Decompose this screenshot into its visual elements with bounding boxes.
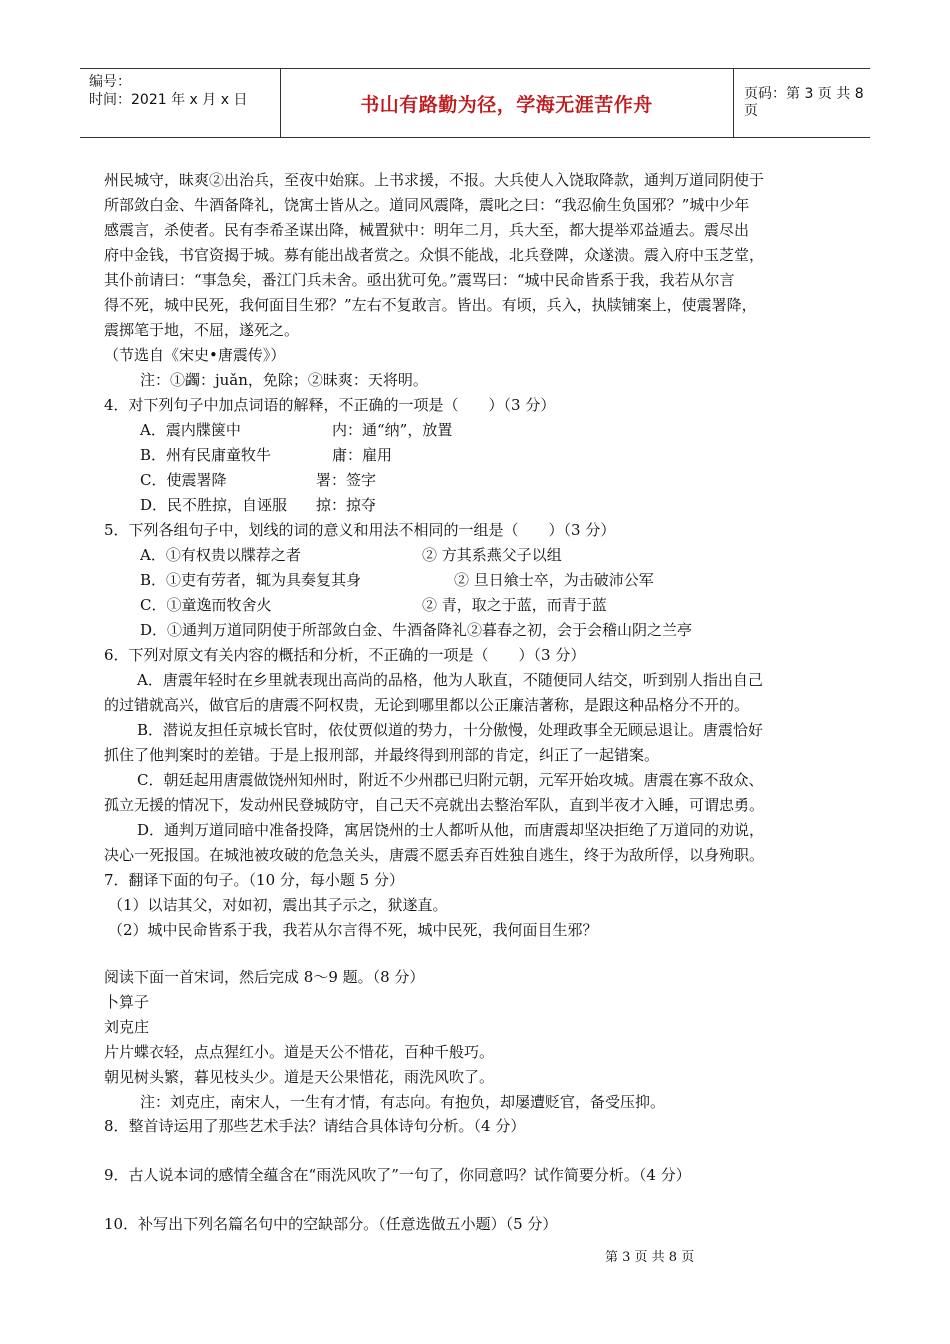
document-number-label: 编号： (89, 74, 131, 90)
passage-line: 府中金钱，书官资揭于城。募有能出战者赏之。众惧不能战，北兵登陴，众遂溃。震入府中玉芝堂， (104, 246, 765, 264)
q4-option-b: B．州有民庸童牧牛 庸：雇用 (140, 446, 393, 464)
q5-option-b: B．①吏有劳者，辄为具奏复其身 ② 旦日飨士卒，为击破沛公军 (140, 571, 654, 589)
question-7-stem: 7．翻译下面的句子。（10 分，每小题 5 分） (104, 871, 404, 889)
motto: 书山有路勤为径，学海无涯苦作舟 (360, 93, 653, 116)
question-4-stem: 4．对下列句子中加点词语的解释，不正确的一项是（ ）（3 分） (104, 396, 556, 414)
question-6-stem: 6．下列对原文有关内容的概括和分析，不正确的一项是（ ）（3 分） (104, 646, 586, 664)
header-meta (80, 69, 281, 137)
passage-line: 州民城守，昧爽②出治兵，至夜中始寐。上书求援，不报。大兵使人入饶取降款，通判万道同阴使于 (104, 171, 765, 189)
page-info: 页码：第 3 页 共 8 页 (744, 86, 864, 119)
q6-line: 孤立无援的情况下，发动州民登城防守，自己天不亮就出去整治军队，直到半夜才入睡，可谓忠勇。 (104, 796, 765, 814)
q6-line: 抓住了他判案时的差错。于是上报刑部，并最终得到刑部的肯定，纠正了一起错案。 (104, 746, 660, 764)
q5-option-a: A．①有权贵以牒荐之者 ② 方其系燕父子以组 (140, 546, 562, 564)
poem-author: 刘克庄 (104, 1018, 150, 1036)
q7-item: （2）城中民命皆系于我，我若从尔言得不死，城中民死，我何面目生邪？ (108, 921, 598, 939)
question-8: 8．整首诗运用了那些艺术手法？请结合具体诗句分析。（4 分） (104, 1117, 526, 1135)
passage-source: （节选自《宋史•唐震传》） (104, 346, 286, 364)
q6-line: A．唐震年轻时在乡里就表现出高尚的品格，他为人耿直，不随便同人结交，听到别人指出自己 (137, 671, 763, 689)
page-footer: 第 3 页 共 8 页 (605, 1250, 695, 1265)
document-date: 时间：2021 年 x 月 x 日 (89, 92, 248, 108)
q6-line: D．通判万道同暗中准备投降，寓居饶州的士人都听从他，而唐震却坚决拒绝了万道同的劝说， (137, 821, 765, 839)
poem-line: 朝见树头繁，暮见枝头少。道是天公果惜花，雨洗风吹了。 (104, 1068, 495, 1086)
q6-line: C．朝廷起用唐震做饶州知州时，附近不少州郡已归附元朝，元军开始攻城。唐震在寡不敌众、 (137, 771, 764, 789)
q4-option-a: A．震内牒箧中 内：通“纳”，放置 (140, 421, 453, 439)
q4-option-d: D．民不胜掠，自诬服 掠：掠夺 (140, 496, 377, 514)
q7-item: （1）以诘其父，对如初，震出其子示之，狱遂直。 (108, 896, 448, 914)
question-9: 9．古人说本词的感情全蕴含在“雨洗风吹了”一句了，你同意吗？试作简要分析。（4 分） (104, 1166, 691, 1184)
poem-note: 注：刘克庄，南宋人，一生有才情，有志向。有抱负，却屡遭贬官，备受压抑。 (140, 1093, 666, 1111)
passage-line: 震掷笔于地，不屈，遂死之。 (104, 321, 300, 339)
q6-line: 决心一死报国。在城池被攻破的危急关头，唐震不愿丢弃百姓独自逃生，终于为敌所俘，以身殉职。 (104, 846, 765, 864)
question-5-stem: 5．下列各组句子中，划线的词的意义和用法不相同的一组是（ ）（3 分） (104, 521, 616, 539)
passage-note: 注：①蠲：juǎn，免除；②昧爽：天将明。 (140, 371, 428, 389)
q5-option-d: D．①通判万道同阴使于所部敛白金、牛酒备降礼②暮春之初，会于会稽山阴之兰亭 (140, 621, 693, 639)
question-10: 10．补写出下列名篇名句中的空缺部分。（任意选做五小题）（5 分） (104, 1215, 558, 1233)
poem-line: 片片蝶衣轻，点点猩红小。道是天公不惜花，百种千般巧。 (104, 1043, 495, 1061)
q4-option-c: C．使震署降 署：签字 (140, 471, 377, 489)
page-header (80, 68, 870, 138)
passage-line: 其仆前请曰：“事急矣，番江门兵未舍。亟出犹可免。”震骂曰：“城中民命皆系于我，我若从尔言 (104, 271, 735, 289)
header-motto-cell (280, 69, 734, 137)
poem-title: 卜算子 (104, 993, 150, 1011)
passage-line: 所部敛白金、牛酒备降礼，饶寓士皆从之。道同风震降，震叱之曰：“我忍偷生负国邪？”城中少年 (104, 196, 750, 214)
passage-line: 感震言，杀使者。民有李希圣谋出降，械置狱中：明年二月，兵大至，都大提举邓益遁去。震尽出 (104, 221, 750, 239)
q6-line: B．潜说友担任京城长官时，依仗贾似道的势力，十分傲慢，处理政事全无顾忌退让。唐震恰好 (137, 721, 764, 739)
header-page-cell (734, 69, 870, 137)
q5-option-c: C．①童逸而牧舍火 ② 青，取之于蓝，而青于蓝 (140, 596, 607, 614)
q6-line: 的过错就高兴，做官后的唐震不阿权贵，无论到哪里都以公正廉洁著称，是跟这种品格分不开的。 (104, 696, 750, 714)
poem-intro: 阅读下面一首宋词，然后完成 8～9 题。（8 分） (104, 968, 425, 986)
passage-line: 得不死，城中民死，我何面目生邪？”左右不复敢言。皆出。有顷，兵入，执牍铺案上，使震署降， (104, 296, 757, 314)
